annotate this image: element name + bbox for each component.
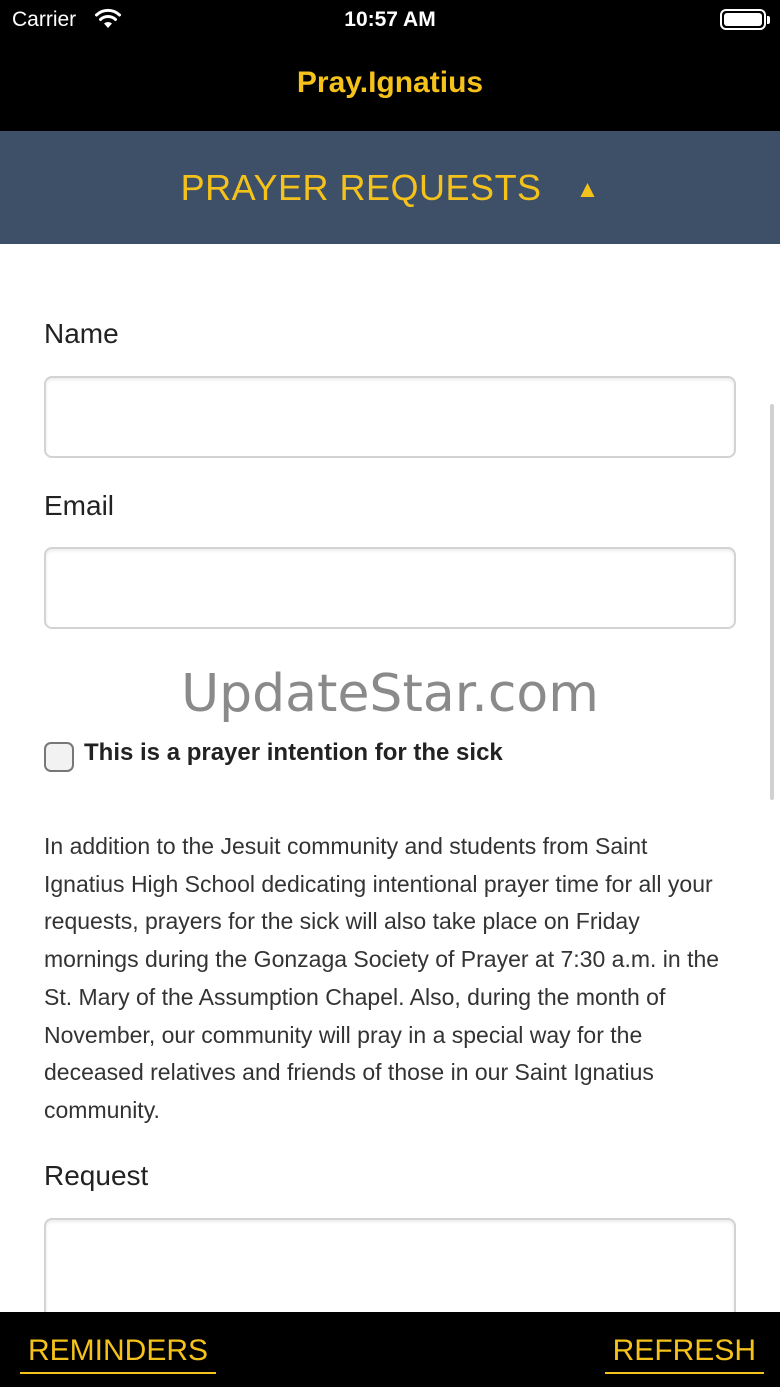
clock: 10:57 AM — [344, 8, 436, 31]
request-textarea[interactable] — [44, 1218, 736, 1312]
info-paragraph: In addition to the Jesuit community and students from Saint Ignatius High School dedicating intentional prayer time for all your requests, prayers for the sick will also take place on Friday mornings during the Gonzaga Society of Prayer at 7:30 a.m. in the St. Mary of the Assumption Chapel. Also, during the month of November, our community will pray in a special way for the deceased relatives and friends of those in our Saint Ignatius community. — [44, 833, 720, 1123]
prayer-request-form — [0, 244, 780, 1312]
sick-intention-label[interactable]: This is a prayer intention for the sick — [84, 739, 503, 766]
refresh-button[interactable]: REFRESH — [605, 1334, 764, 1374]
section-header-prayer-requests[interactable] — [0, 131, 780, 244]
email-input[interactable] — [44, 547, 736, 629]
app-title: Pray.Ignatius — [296, 65, 484, 99]
section-title: PRAYER REQUESTS — [180, 166, 542, 208]
name-label: Name — [44, 318, 119, 349]
collapse-arrow-icon[interactable]: ▲ — [575, 175, 600, 203]
sick-intention-row[interactable] — [44, 734, 503, 772]
battery-icon — [720, 9, 766, 30]
request-label: Request — [44, 1160, 149, 1191]
watermark: UpdateStar.com — [181, 664, 599, 724]
sick-intention-checkbox[interactable] — [44, 742, 74, 772]
reminders-button[interactable]: REMINDERS — [20, 1334, 216, 1374]
carrier-name: Carrier — [12, 8, 77, 31]
name-input[interactable] — [44, 376, 736, 458]
app-header — [0, 44, 780, 131]
bottom-tab-bar — [0, 1312, 780, 1387]
status-bar — [0, 0, 780, 44]
email-label: Email — [44, 490, 115, 521]
scroll-indicator[interactable] — [770, 404, 774, 800]
